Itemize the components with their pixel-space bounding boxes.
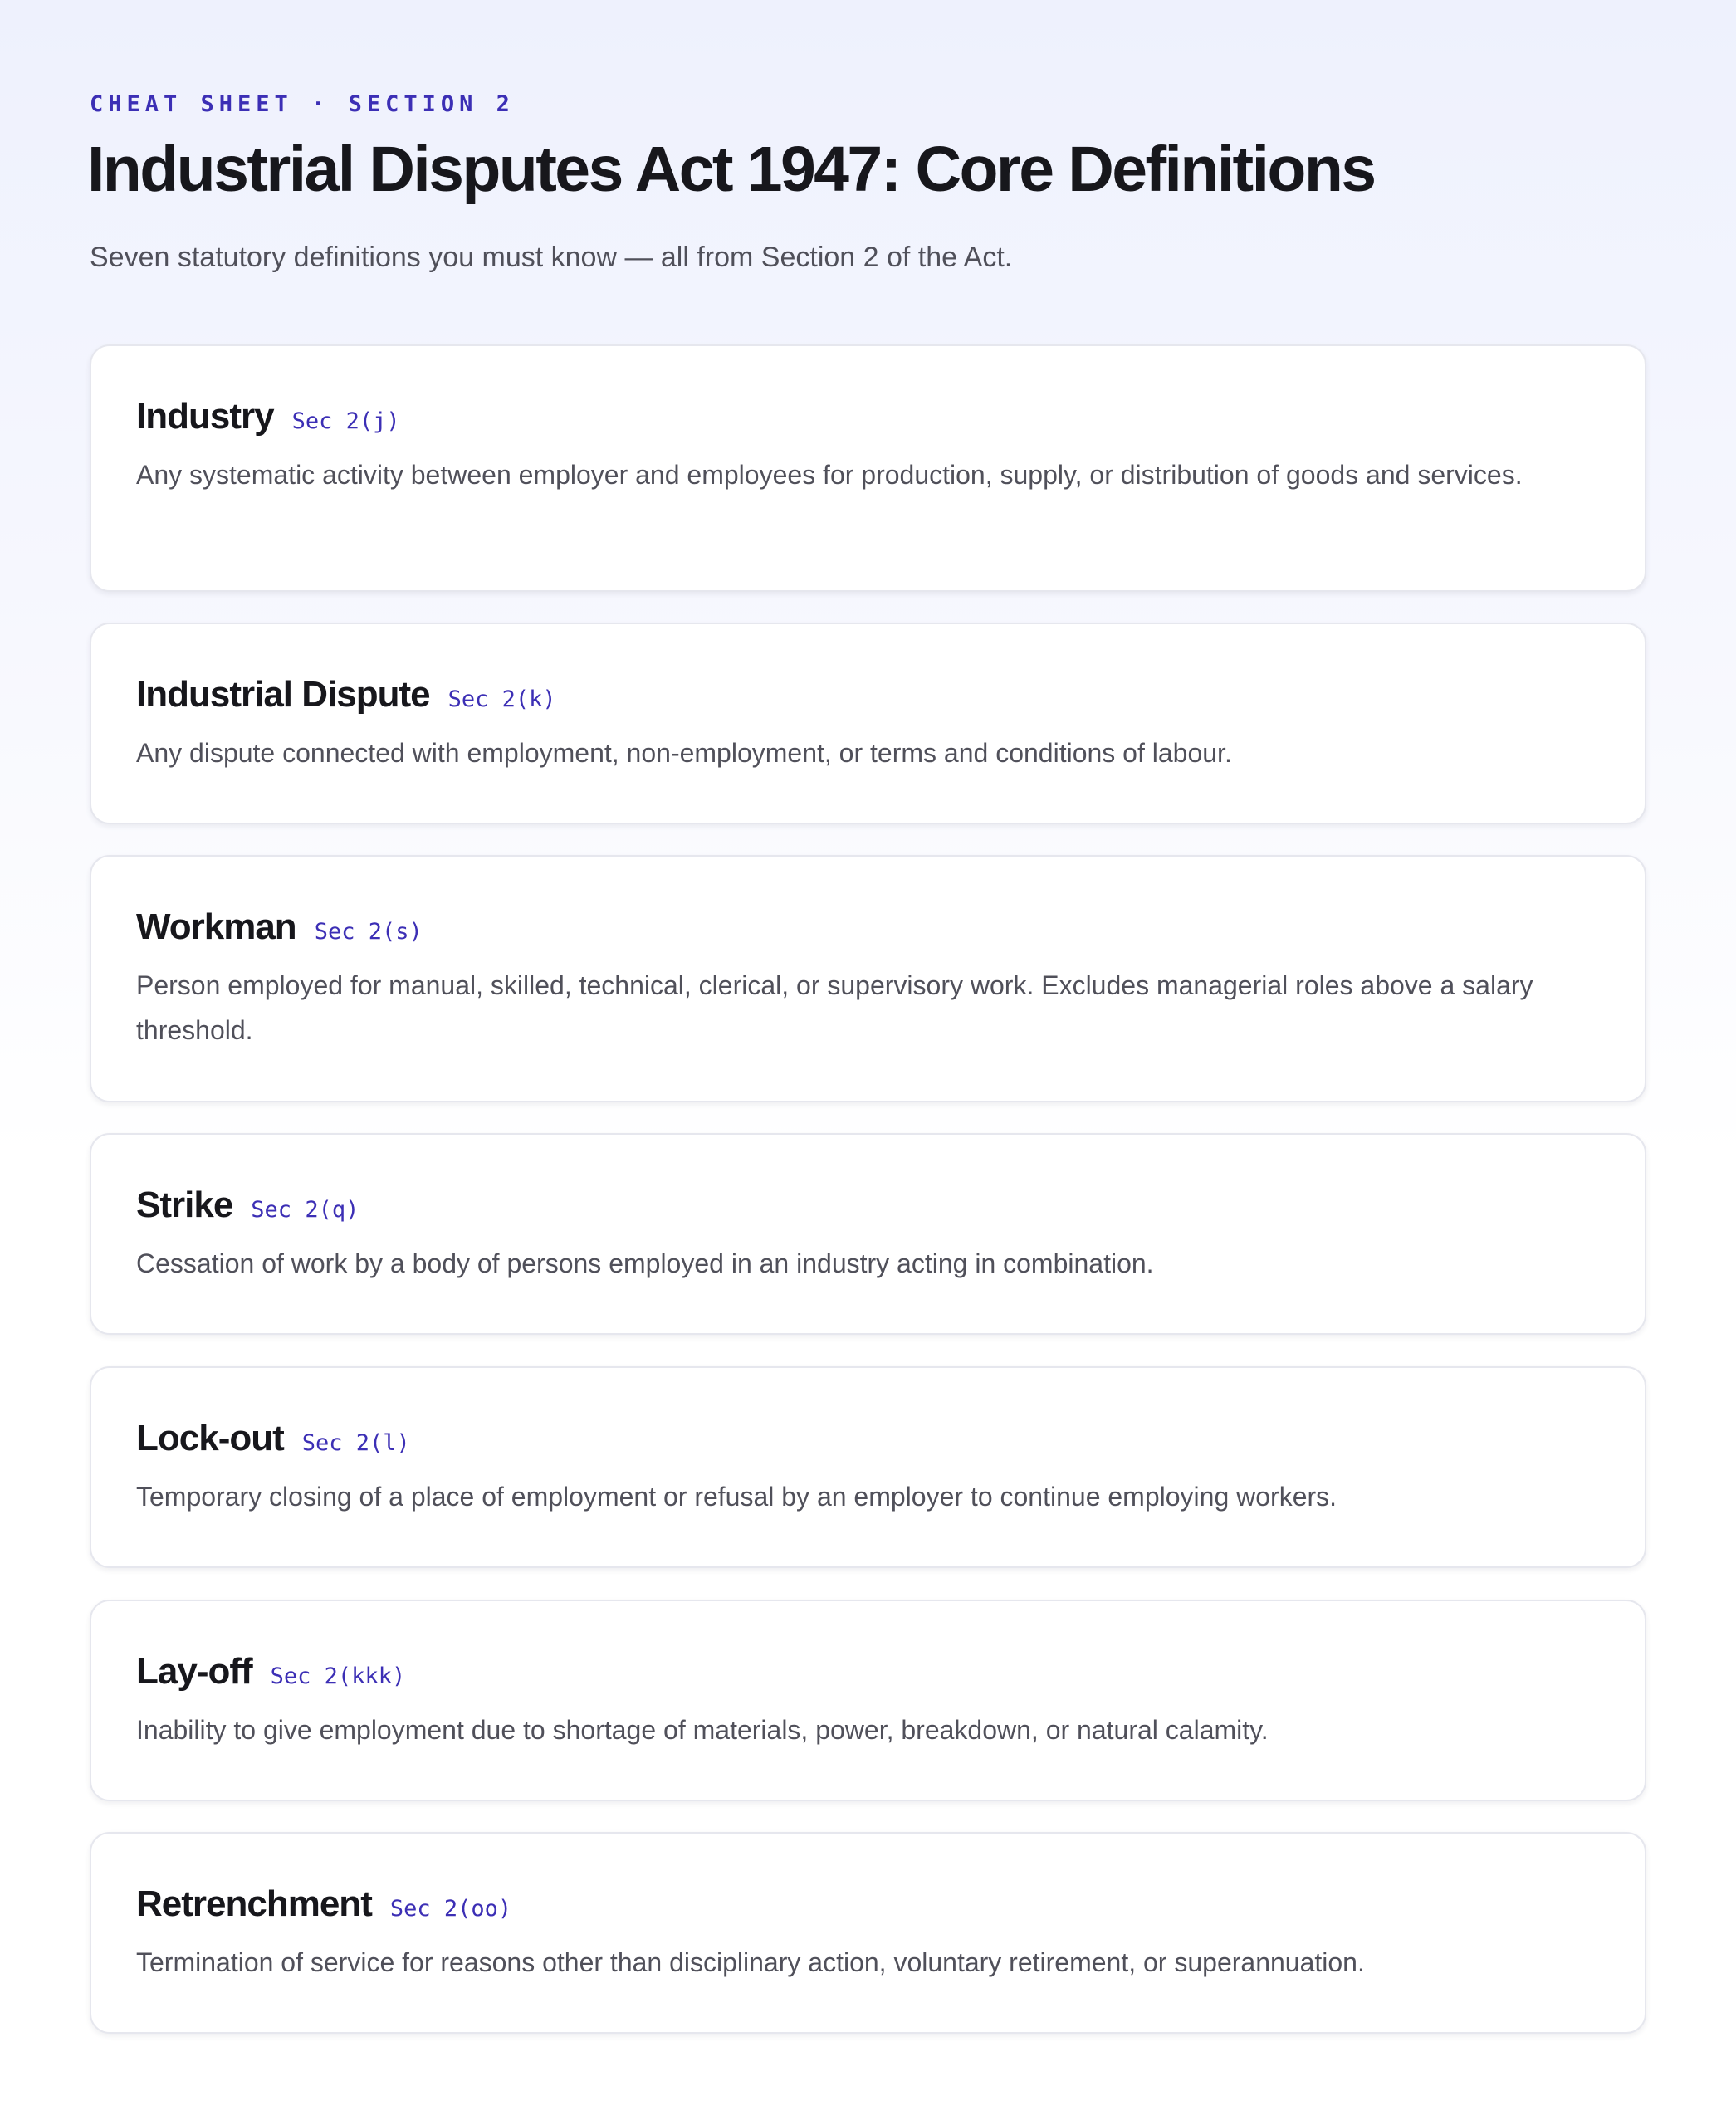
definition-header bbox=[136, 1185, 359, 1228]
definition-card-strike bbox=[90, 1133, 1646, 1335]
definition-term: Industrial Dispute bbox=[136, 674, 430, 715]
section-reference: Sec 2(q) bbox=[251, 1197, 359, 1223]
definition-header bbox=[136, 906, 423, 950]
definition-card-retrenchment bbox=[90, 1832, 1646, 2034]
definition-header bbox=[136, 1651, 405, 1694]
definition-header bbox=[136, 396, 400, 439]
section-reference: Sec 2(kkk) bbox=[270, 1663, 406, 1689]
page-subtitle: Seven statutory definitions you must know — all from Section 2 of the Act. bbox=[90, 242, 1013, 273]
definition-card-industry bbox=[90, 344, 1646, 592]
definition-text: Temporary closing of a place of employment or refusal by an employer to continue employing workers. bbox=[136, 1482, 1337, 1512]
definition-term: Workman bbox=[136, 906, 296, 947]
definition-term: Industry bbox=[136, 396, 274, 437]
definition-text: Termination of service for reasons other than disciplinary action, voluntary retirement, or superannuation. bbox=[136, 1947, 1365, 1977]
definition-text: Person employed for manual, skilled, technical, clerical, or supervisory work. Excludes managerial roles above a salary threshold. bbox=[136, 970, 1533, 1045]
definition-header bbox=[136, 674, 556, 717]
definition-card-lock-out bbox=[90, 1366, 1646, 1568]
definition-card-workman bbox=[90, 855, 1646, 1102]
section-reference: Sec 2(l) bbox=[301, 1430, 410, 1456]
definition-card-lay-off bbox=[90, 1600, 1646, 1801]
definition-term: Lay-off bbox=[136, 1651, 252, 1692]
definition-header bbox=[136, 1883, 511, 1927]
section-reference: Sec 2(oo) bbox=[389, 1896, 512, 1922]
definition-term: Retrenchment bbox=[136, 1883, 372, 1924]
definition-text: Inability to give employment due to shortage of materials, power, breakdown, or natural calamity. bbox=[136, 1715, 1269, 1745]
section-reference: Sec 2(k) bbox=[447, 686, 556, 712]
page-title: Industrial Disputes Act 1947: Core Definitions bbox=[87, 134, 1375, 205]
definition-text: Cessation of work by a body of persons employed in an industry acting in combination. bbox=[136, 1248, 1154, 1278]
definition-term: Lock-out bbox=[136, 1418, 284, 1458]
section-reference: Sec 2(j) bbox=[291, 408, 400, 434]
eyebrow-label: CHEAT SHEET · SECTION 2 bbox=[90, 91, 515, 117]
definition-text: Any dispute connected with employment, non-employment, or terms and conditions of labour. bbox=[136, 738, 1232, 768]
definition-header bbox=[136, 1418, 410, 1461]
definition-card-industrial-dispute bbox=[90, 623, 1646, 824]
definition-text: Any systematic activity between employer and employees for production, supply, or distribution of goods and services. bbox=[136, 460, 1523, 490]
section-reference: Sec 2(s) bbox=[314, 919, 423, 945]
definition-term: Strike bbox=[136, 1185, 233, 1225]
